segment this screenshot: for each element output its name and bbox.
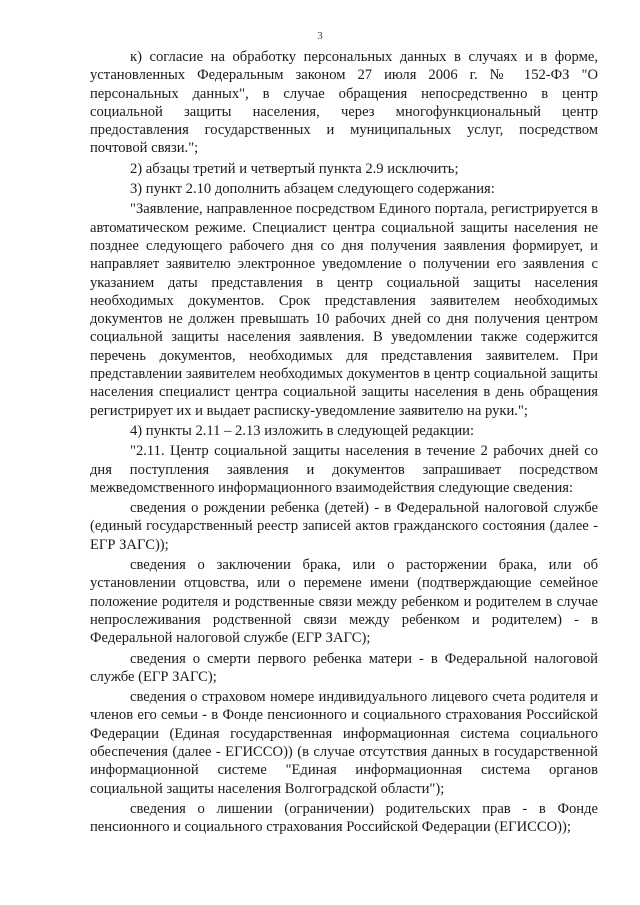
paragraph-snils-info: сведения о страховом номере индивидуального лицевого счета родителя и членов его семьи - в Фонде пенсионного и социального страхования Российской Федерации (Единая государственная информационная система социального обеспечения (далее - ЕГИССО)) (в случае отсутствия данных в государственной информационной системе "Единая информационная система органов социальной защиты населения Волгоградской области"); [90,689,598,797]
paragraph-parental-rights-info: сведения о лишении (ограничении) родительских прав - в Фонде пенсионного и социального страхования Российской Федерации (ЕГИССО)); [90,800,598,836]
paragraph-death-info: сведения о смерти первого ребенка матери - в Федеральной налоговой службе (ЕГР ЗАГС); [90,650,598,685]
paragraph-clause-2-11: "2.11. Центр социальной защиты населения в течение 2 рабочих дней со дня поступления заявления и документов запрашивает посредством межведомственного информационного взаимодействия следующие сведения: [90,443,598,496]
paragraph-application-registration: "Заявление, направленное посредством Единого портала, регистрируется в автоматическом режиме. Специалист центра социальной защиты населения не позднее следующего рабочего дня со дня получения заявления формирует, и направляет заявителю электронное уведомление о получении его заявления с указанием даты представления в центр социальной защиты населения необходимых документов. Срок представления заявителем необходимых документов не должен превышать 10 рабочих дней со дня получения центром социальной защиты населения заявления. В уведомлении также содержится перечень документов, необходимых для представления заявителем. При представлении заявителем необходимых документов в центр социальной защиты населения специалист центра социальной защиты населения в день обращения регистрирует их и выдает расписку-уведомление заявителю на руки."; [90,201,598,419]
paragraph-birth-info: сведения о рождении ребенка (детей) - в Федеральной налоговой службе (единый государственный реестр записей актов гражданского состояния (далее - ЕГР ЗАГС)); [90,500,598,553]
paragraph-marriage-info: сведения о заключении брака, или о расторжении брака, или об установлении отцовства, или о перемене имени (подтверждающие семейное положение родителя и родственные связи между ребенком и родителем в случае непрослеживания родственной связи между ребенком и родителем) - в Федеральной налоговой службе (ЕГР ЗАГС); [90,557,598,647]
paragraph-amendment-4: 4) пункты 2.11 – 2.13 изложить в следующей редакции: [130,422,475,439]
paragraph-amendment-3: 3) пункт 2.10 дополнить абзацем следующего содержания: [130,181,495,198]
paragraph-amendment-2: 2) абзацы третий и четвертый пункта 2.9 исключить; [130,160,459,177]
page-number: 3 [317,30,323,42]
document-body [90,48,598,838]
paragraph-item-k: к) согласие на обработку персональных данных в случаях и в форме, установленных Федеральным законом 27 июля 2006 г. № 152-ФЗ "О персональных данных", в случае обращения непосредственно в центр социальной защиты населения, через многофункциональный центр предоставления государственных и муниципальных услуг, посредством почтовой связи."; [90,49,598,157]
